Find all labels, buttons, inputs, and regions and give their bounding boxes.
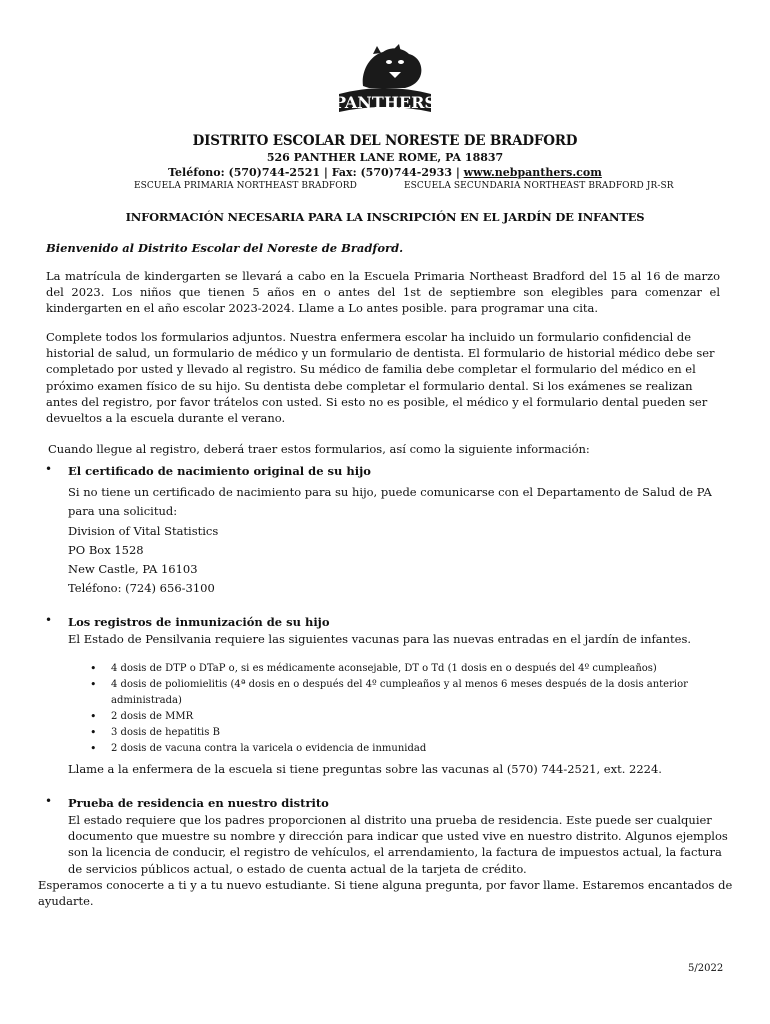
welcome-line: Bienvenido al Distrito Escolar del Noreste de Bradford.	[46, 241, 404, 255]
district-name: DISTRITO ESCOLAR DEL NORESTE DE BRADFORD	[192, 133, 578, 149]
website-link[interactable]: www.nebpanthers.com	[463, 166, 602, 179]
list-item: • 4 dosis de DTP o DTaP o, si es médicamente aconsejable, DT o Td (1 dosis en o después del 4º cumpleaños)	[90, 661, 690, 677]
birth-line-6: Teléfono: (724) 656-3100	[68, 581, 215, 596]
closing-paragraph: Esperamos conocerte a ti y a tu nuevo estudiante. Si tiene alguna pregunta, por favor llame. Estaremos encantados de ayudarte.	[38, 878, 733, 909]
bullet-icon: •	[45, 613, 53, 627]
list-item: • 2 dosis de MMR	[90, 709, 690, 725]
list-item: • 3 dosis de hepatitis B	[90, 725, 690, 741]
birth-line-1: Si no tiene un certificado de nacimiento para su hijo, puede comunicarse con el Departamento de Salud de PA	[68, 485, 712, 499]
document-title: INFORMACIÓN NECESARIA PARA LA INSCRIPCIÓN EN EL JARDÍN DE INFANTES	[125, 210, 645, 224]
document-date: 5/2022	[688, 963, 724, 974]
bullet-icon: •	[45, 794, 53, 808]
item-birth-certificate-body	[68, 483, 712, 599]
vaccine-list	[90, 661, 690, 757]
school-primary: ESCUELA PRIMARIA NORTHEAST BRADFORD	[134, 181, 357, 191]
item-residence-body: El estado requiere que los padres proporcionen al distrito una prueba de residencia. Este puede ser cualquier documento que muestre su nombre y dirección para indicar que usted vive en nuestro distrito. Algunos ejemplos son la licencia de conducir, el registro de vehículos, el arrendamiento, la factura de impuestos actual, la factura de servicios públicos actual, o estado de cuenta actual de la tarjeta de crédito.	[68, 813, 728, 876]
paragraph-forms: Complete todos los formularios adjuntos. Nuestra enfermera escolar ha incluido un formulario confidencial de historial de salud, un formulario de médico y un formulario de dentista. El formulario de historial médico debe ser completado por usted y llevado al registro. Su médico de familia debe completar el formulario del médico en el próximo examen físico de su hijo. Su dentista debe completar el formulario dental. Si los exámenes se realizan antes del registro, por favor trátelos con usted. Si esto no es posible, el médico y el formulario dental pueden ser devueltos a la escuela durante el verano.	[46, 330, 715, 426]
logo-text: PANTHERS	[334, 93, 436, 112]
item-birth-certificate-heading: El certificado de nacimiento original de su hijo	[68, 464, 371, 478]
district-contact	[0, 166, 770, 179]
paragraph-enrollment: La matrícula de kindergarten se llevará a cabo en la Escuela Primaria Northeast Bradford del 15 al 16 de marzo del 2023. Los niños que tienen 5 años en o antes del 1st de septiembre son elegibles para comenzar el kindergarten en el año escolar 2023-2024. Llame a Lo antes posible. para programar una cita.	[46, 269, 720, 316]
birth-line-4: PO Box 1528	[68, 542, 144, 557]
birth-line-2: para una solicitud:	[68, 504, 178, 519]
list-item: • 4 dosis de poliomielitis (4ª dosis en o después del 4º cumpleaños y al menos 6 meses después de la dosis anterior administrada)	[90, 677, 690, 709]
list-item: • 2 dosis de vacuna contra la varicela o evidencia de inmunidad	[90, 741, 690, 757]
item-residence-heading: Prueba de residencia en nuestro distrito	[68, 796, 329, 810]
vaccine-call-note: Llame a la enfermera de la escuela si tiene preguntas sobre las vacunas al (570) 744-2521, ext. 2224.	[68, 762, 662, 776]
birth-line-5: New Castle, PA 16103	[68, 562, 198, 577]
item-immunization-intro: El Estado de Pensilvania requiere las siguientes vacunas para las nuevas entradas en el jardín de infantes.	[68, 632, 691, 646]
item-immunization-heading: Los registros de inmunización de su hijo	[68, 615, 330, 629]
birth-line-3: Division of Vital Statistics	[68, 523, 219, 538]
bullet-icon: •	[45, 462, 53, 476]
panthers-logo	[333, 42, 437, 122]
phone-fax: Teléfono: (570)744-2521 | Fax: (570)744-2933 |	[168, 166, 464, 179]
district-address: 526 PANTHER LANE ROME, PA 18837	[266, 151, 504, 164]
paragraph-requirements: Cuando llegue al registro, deberá traer estos formularios, así como la siguiente información:	[48, 442, 590, 456]
school-secondary: ESCUELA SECUNDARIA NORTHEAST BRADFORD JR-SR	[404, 181, 674, 191]
